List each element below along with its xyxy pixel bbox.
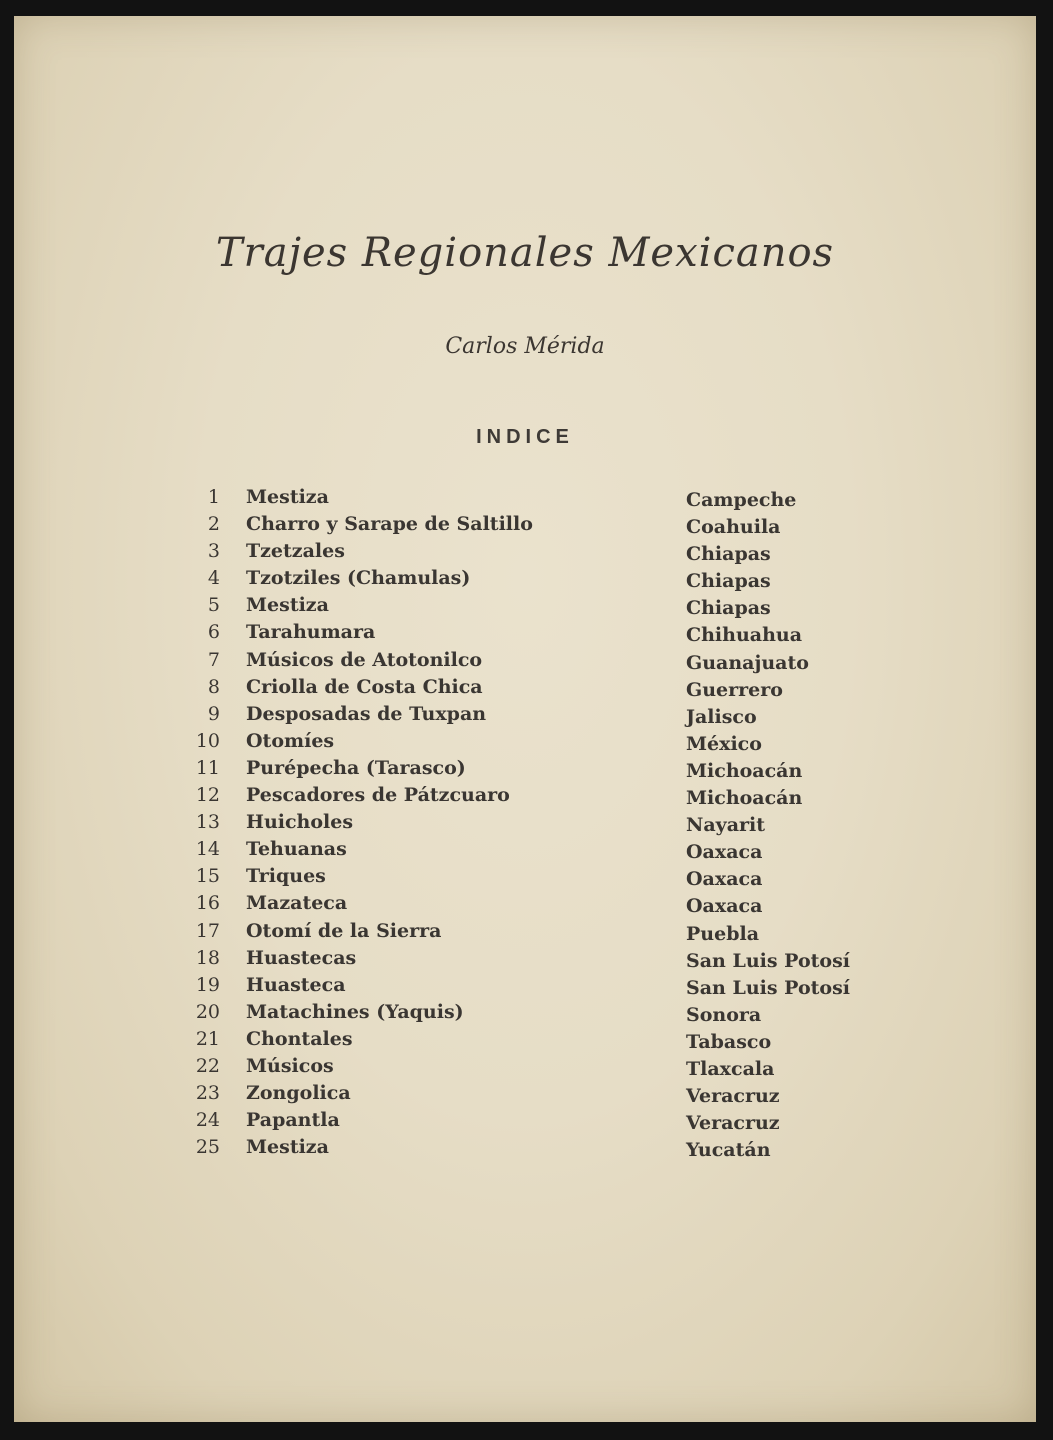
index-row bbox=[14, 1001, 1036, 1028]
entry-state: Campeche bbox=[686, 489, 797, 511]
entry-number: 16 bbox=[195, 892, 220, 915]
entry-number: 22 bbox=[195, 1054, 220, 1077]
index-row bbox=[14, 974, 1036, 1001]
entry-costume-name: Otomí de la Sierra bbox=[246, 919, 442, 942]
entry-state: Guanajuato bbox=[686, 651, 809, 674]
entry-costume-name: Otomíes bbox=[246, 729, 335, 752]
index-row bbox=[14, 1136, 1036, 1163]
entry-costume-name: Zongolica bbox=[246, 1082, 351, 1105]
entry-costume-name: Desposadas de Tuxpan bbox=[246, 702, 487, 725]
entry-costume-name: Tarahumara bbox=[246, 621, 376, 644]
entry-state: Oaxaca bbox=[686, 868, 763, 891]
entry-costume-name: Mestiza bbox=[246, 1136, 329, 1159]
entry-state: San Luis Potosí bbox=[686, 949, 850, 972]
entry-number: 25 bbox=[195, 1136, 220, 1159]
entry-costume-name: Huastecas bbox=[246, 946, 357, 969]
index-row bbox=[14, 1082, 1036, 1109]
entry-number: 12 bbox=[195, 784, 220, 807]
index-row bbox=[14, 920, 1036, 947]
entry-state: Chiapas bbox=[686, 543, 771, 566]
entry-number: 5 bbox=[207, 594, 220, 617]
index-row bbox=[14, 676, 1036, 703]
entry-state: Guerrero bbox=[686, 678, 783, 701]
entry-state: Oaxaca bbox=[686, 895, 763, 918]
index-row bbox=[14, 1055, 1036, 1082]
entry-costume-name: Huicholes bbox=[246, 811, 354, 834]
entry-costume-name: Mestiza bbox=[246, 594, 329, 617]
entry-state: Oaxaca bbox=[686, 841, 763, 864]
entry-number: 20 bbox=[195, 1000, 220, 1023]
entry-state: Veracruz bbox=[686, 1112, 780, 1135]
entry-number: 24 bbox=[195, 1109, 220, 1132]
entry-number: 4 bbox=[207, 567, 220, 590]
index-row bbox=[14, 649, 1036, 676]
index-row bbox=[14, 892, 1036, 919]
entry-number: 9 bbox=[207, 702, 220, 725]
entry-costume-name: Tzetzales bbox=[246, 540, 345, 563]
entry-number: 19 bbox=[195, 973, 220, 996]
index-row bbox=[14, 838, 1036, 865]
index-row bbox=[14, 757, 1036, 784]
index-row bbox=[14, 784, 1036, 811]
entry-state: Yucatán bbox=[686, 1139, 771, 1162]
entry-costume-name: Mazateca bbox=[246, 892, 348, 915]
entry-number: 13 bbox=[195, 811, 220, 834]
index-row bbox=[14, 730, 1036, 757]
index-row bbox=[14, 594, 1036, 621]
entry-state: Veracruz bbox=[686, 1085, 780, 1108]
entry-state: Chiapas bbox=[686, 597, 771, 620]
entry-number: 6 bbox=[207, 621, 220, 644]
entry-costume-name: Papantla bbox=[246, 1109, 340, 1132]
entry-costume-name: Huasteca bbox=[246, 973, 346, 996]
entry-state: Tabasco bbox=[686, 1030, 772, 1053]
entry-costume-name: Músicos bbox=[246, 1054, 334, 1077]
page-title: Trajes Regionales Mexicanos bbox=[215, 230, 835, 276]
entry-state: Jalisco bbox=[686, 705, 757, 728]
index-row bbox=[14, 486, 1036, 513]
entry-state: San Luis Potosí bbox=[686, 976, 850, 999]
index-row bbox=[14, 567, 1036, 594]
entry-number: 8 bbox=[207, 675, 220, 698]
entry-costume-name: Charro y Sarape de Saltillo bbox=[246, 513, 533, 536]
entry-costume-name: Tzotziles (Chamulas) bbox=[246, 567, 471, 590]
entry-state: Puebla bbox=[686, 922, 760, 945]
index-heading: INDICE bbox=[476, 426, 574, 448]
index-row bbox=[14, 811, 1036, 838]
entry-number: 15 bbox=[195, 865, 220, 888]
index-row bbox=[14, 1028, 1036, 1055]
entry-number: 10 bbox=[195, 729, 220, 752]
entry-state: México bbox=[686, 732, 762, 755]
entry-number: 3 bbox=[207, 540, 220, 563]
index-row bbox=[14, 947, 1036, 974]
index-row bbox=[14, 513, 1036, 540]
entry-number: 14 bbox=[195, 838, 220, 861]
entry-state: Coahuila bbox=[686, 516, 781, 539]
index-row bbox=[14, 540, 1036, 567]
entry-state: Tlaxcala bbox=[686, 1057, 775, 1080]
entry-costume-name: Matachines (Yaquis) bbox=[246, 1000, 464, 1023]
author-name: Carlos Mérida bbox=[445, 334, 605, 359]
index-list bbox=[14, 486, 1036, 1163]
entry-costume-name: Mestiza bbox=[246, 486, 329, 508]
entry-costume-name: Músicos de Atotonilco bbox=[246, 648, 483, 671]
index-row bbox=[14, 1109, 1036, 1136]
paper-sheet bbox=[14, 16, 1036, 1422]
index-row bbox=[14, 703, 1036, 730]
entry-costume-name: Triques bbox=[246, 865, 326, 888]
entry-costume-name: Criolla de Costa Chica bbox=[246, 675, 483, 698]
entry-costume-name: Tehuanas bbox=[246, 838, 347, 861]
entry-state: Sonora bbox=[686, 1003, 762, 1026]
entry-costume-name: Pescadores de Pátzcuaro bbox=[246, 784, 510, 807]
entry-state: Nayarit bbox=[686, 814, 766, 837]
entry-state: Chiapas bbox=[686, 570, 771, 593]
entry-costume-name: Chontales bbox=[246, 1027, 353, 1050]
entry-number: 18 bbox=[195, 946, 220, 969]
index-row bbox=[14, 865, 1036, 892]
entry-state: Chihuahua bbox=[686, 624, 803, 647]
entry-state: Michoacán bbox=[686, 787, 803, 810]
entry-costume-name: Purépecha (Tarasco) bbox=[246, 756, 466, 779]
index-row bbox=[14, 621, 1036, 648]
entry-number: 7 bbox=[207, 648, 220, 671]
entry-number: 2 bbox=[207, 513, 220, 536]
entry-number: 21 bbox=[195, 1027, 220, 1050]
entry-state: Michoacán bbox=[686, 759, 803, 782]
entry-number: 11 bbox=[195, 756, 220, 779]
entry-number: 17 bbox=[195, 919, 220, 942]
entry-number: 1 bbox=[207, 486, 220, 508]
entry-number: 23 bbox=[195, 1082, 220, 1105]
